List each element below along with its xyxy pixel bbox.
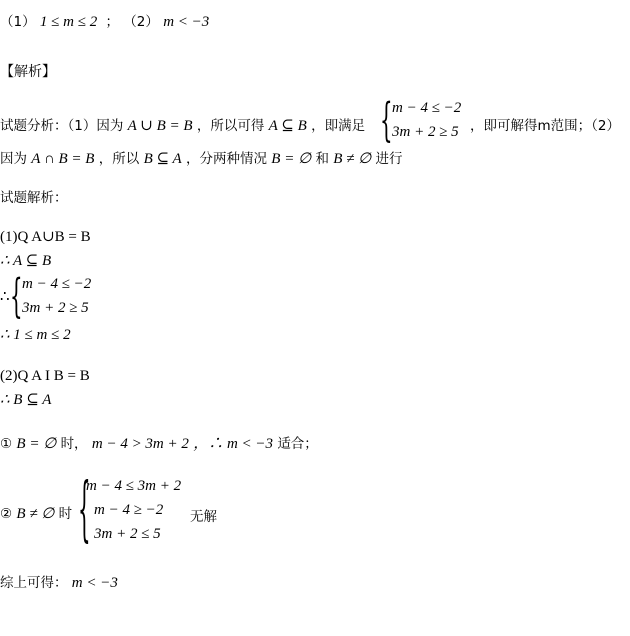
solution-1-inequality-system [10, 271, 112, 325]
case-1-when: 时， [60, 436, 88, 452]
solution-1-line-2: ∴ A ⊆ B [0, 253, 52, 269]
analysis-p1-subset: A ⊆ B [268, 118, 307, 134]
analysis-p2-case2: B ≠ ∅ [333, 151, 372, 167]
analysis-p2-marker: （2） [591, 118, 620, 134]
answer-part1: 1 ≤ m ≤ 2 [39, 14, 98, 30]
analysis-p2-subset: B ⊆ A [143, 151, 182, 167]
case-1-so: ，∴ m < −3 [193, 436, 274, 452]
analysis-p2-cases: ，分两种情况 [185, 151, 267, 167]
solution-1-therefore: ∴ [0, 289, 10, 305]
case-1-inequality: m − 4 > 3m + 2 [91, 436, 189, 452]
analysis-p2-equation: A ∩ B = B [31, 151, 95, 167]
system-row-1: m − 4 ≤ −2 [392, 100, 462, 116]
analysis-p2-because: 因为 [0, 151, 27, 167]
system-row-3: 3m + 2 ≤ 5 [94, 526, 161, 542]
left-brace: { [10, 271, 23, 325]
system-row-2: m − 4 ≥ −2 [94, 502, 164, 518]
solution-2-line-1: (2)Q A I B = B [0, 368, 90, 384]
analysis-p1-satisfy: ，即满足 [311, 118, 366, 134]
answer-part2-marker: （2） [123, 14, 159, 30]
case-2-inequality-system [78, 471, 190, 552]
analysis-p2-case1: B = ∅ [271, 151, 312, 167]
solution-1-result: ∴ 1 ≤ m ≤ 2 [0, 327, 71, 343]
system-row-2: 3m + 2 ≥ 5 [392, 124, 459, 140]
analysis-p1-equation: A ∪ B = B [127, 118, 193, 134]
analysis-line-1 [0, 116, 365, 136]
analysis-p1-so: ，所以可得 [196, 118, 265, 134]
answer-part2: m < −3 [163, 14, 210, 30]
analysis-p1-marker: （1） [67, 118, 97, 134]
case-2-result: 无解 [190, 509, 217, 525]
system-row-2: 3m + 2 ≥ 5 [22, 300, 89, 316]
analysis-line-2 [0, 149, 403, 169]
case-2-condition: B ≠ ∅ [16, 506, 55, 522]
solution-label: 试题解析： [0, 190, 68, 206]
analysis-inequality-system [380, 95, 472, 149]
solution-2-line-2: ∴ B ⊆ A [0, 392, 52, 408]
answer-separator: ； [105, 14, 119, 30]
analysis-p2-and: 和 [315, 151, 329, 167]
case-2-marker: ② [0, 506, 13, 522]
conclusion-line [0, 573, 118, 593]
case-2-when: 时 [58, 506, 73, 522]
case-1-line [0, 434, 318, 454]
answer-part1-marker: （1） [0, 14, 36, 30]
left-brace: { [380, 95, 393, 149]
left-brace: { [78, 471, 91, 552]
system-row-1: m − 4 ≤ −2 [22, 276, 92, 292]
conclusion-label: 综上可得： [0, 575, 68, 591]
system-row-1: m − 4 ≤ 3m + 2 [86, 478, 182, 494]
case-1-ok: 适合； [277, 436, 318, 452]
analysis-p1-end [470, 116, 620, 136]
analysis-label: 试题分析： [0, 118, 68, 134]
analysis-p1-because: 因为 [96, 118, 124, 134]
case-2-line [0, 504, 72, 524]
case-1-condition: B = ∅ [16, 436, 57, 452]
case-1-marker: ① [0, 436, 13, 452]
conclusion-value: m < −3 [71, 575, 118, 591]
solution-1-line-1: (1)Q A∪B = B [0, 229, 91, 245]
analysis-p2-proceed: 进行 [375, 151, 403, 167]
section-title: 【解析】 [0, 64, 56, 80]
answer-line [0, 12, 209, 32]
analysis-p1-end-text: ，即可解得m范围； [470, 118, 592, 134]
analysis-p2-so: ，所以 [98, 151, 140, 167]
